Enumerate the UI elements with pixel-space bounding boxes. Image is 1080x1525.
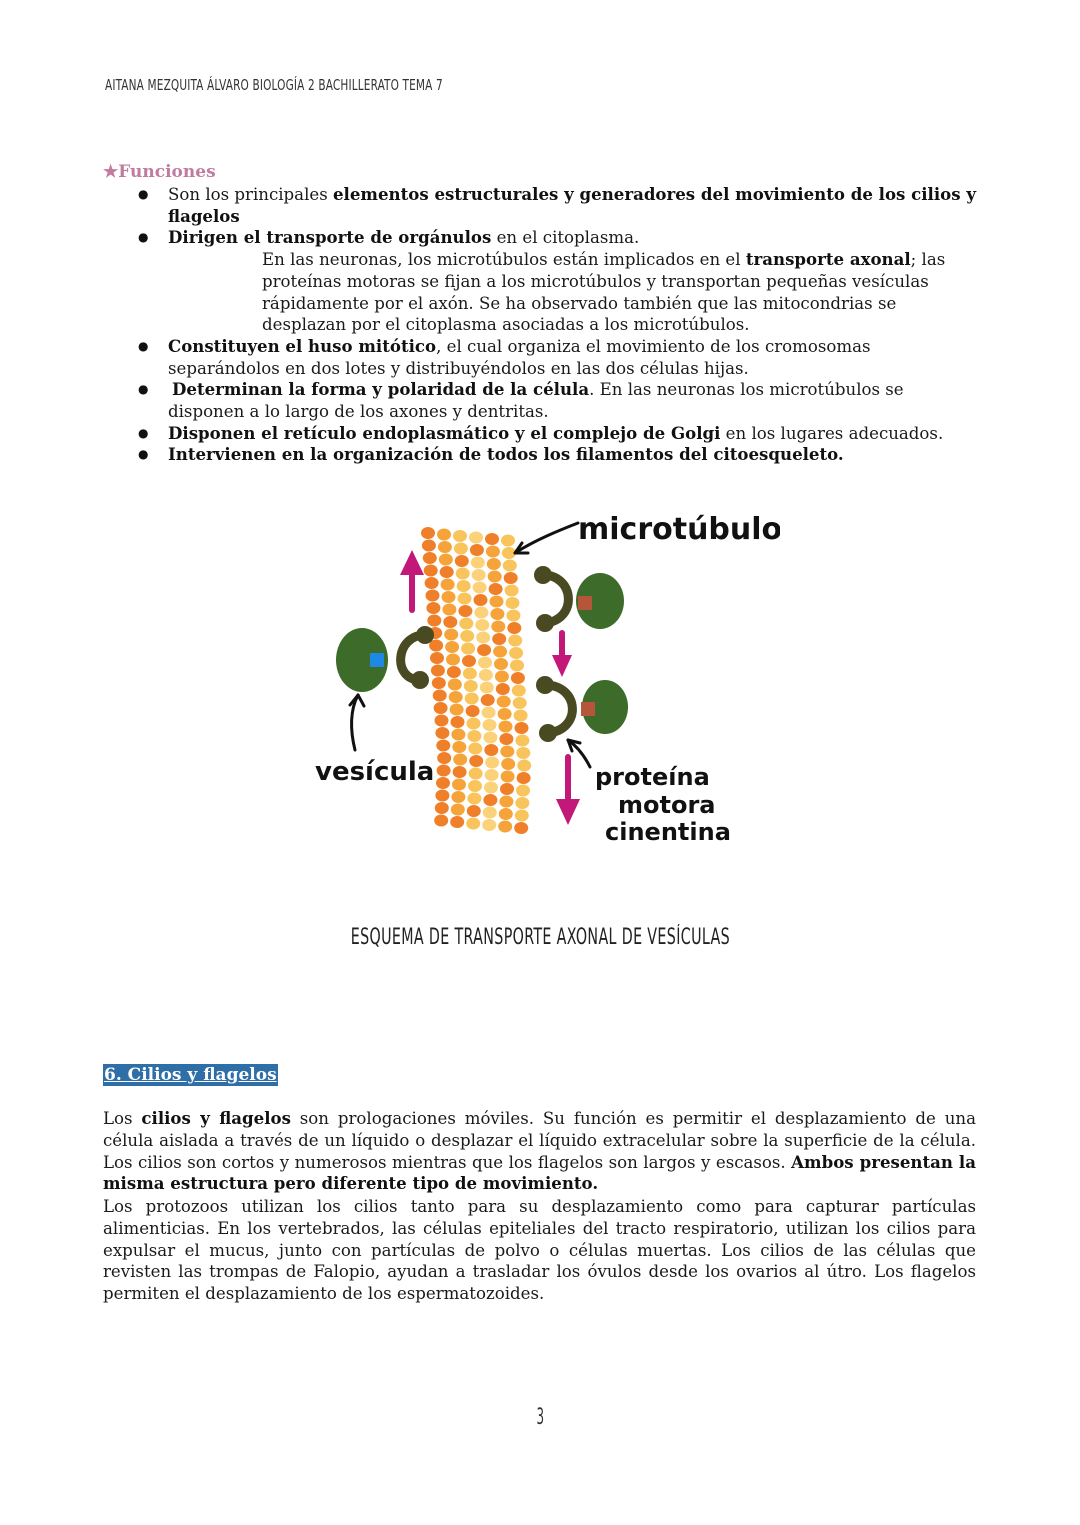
vesicle-left (336, 626, 434, 692)
list-item: ● Intervienen en la organización de todos los filamentos del citoesqueleto. (138, 444, 978, 466)
diagram-svg (300, 495, 780, 865)
label-cinentina: cinentina (605, 818, 731, 846)
microtubule-shape (421, 527, 531, 834)
axonal-transport-figure (300, 495, 780, 865)
list-subparagraph: En las neuronas, los microtúbulos están implicados en el transporte axonal; las proteínas motoras se fijan a los microtúbulos y transportan pequeñas vesículas rápidamente por el axón. Se ha observado también que las mitocondrias se desplazan por el citoplasma asociadas a los microtúbulos. (262, 249, 946, 335)
paragraph-cilios-intro: Los cilios y flagelos son prologaciones móviles. Su función es permitir el desplazamiento de una célula aislada a través de un líquido o desplazar el líquido extracelular sobre la superficie de la célula. Los cilios son cortos y numerosos mientras que los flagelos son largos y escasos. Ambos presentan la misma estructura pero diferente tipo de movimiento. (103, 1108, 976, 1194)
list-item: ● Son los principales elementos estructurales y generadores del movimiento de los cilios y flagelos (138, 184, 978, 227)
list-item: ● Determinan la forma y polaridad de la célula. En las neuronas los microtúbulos se disponen a lo largo de los axones y dentritas. (138, 379, 978, 422)
page-header: AITANA MEZQUITA ÁLVARO BIOLOGÍA 2 BACHILLERATO TEMA 7 (105, 76, 443, 94)
label-microtubulo: microtúbulo (578, 512, 780, 547)
paragraph-cilios-uses: Los protozoos utilizan los cilios tanto para su desplazamiento como para capturar partículas alimenticias. En los vertebrados, las células epiteliales del tracto respiratorio, utilizan los cilios para expulsar el mucus, junto con partículas de polvo o células muertas. Los cilios de las células que revisten las trompas de Falopio, ayudan a trasladar los óvulos desde los ovarios al útro. Los flagelos permiten el desplazamiento de los espermatozoides. (103, 1197, 976, 1304)
list-item: ● Constituyen el huso mitótico, el cual organiza el movimiento de los cromosomas separándolos en dos lotes y distribuyéndolos en las dos células hijas. (138, 336, 978, 379)
star-icon: ★ (103, 162, 119, 182)
vesicle-right-top (534, 566, 624, 632)
figure-caption: ESQUEMA DE TRANSPORTE AXONAL DE VESÍCULAS (350, 925, 730, 950)
page-number: 3 (536, 1405, 544, 1430)
label-proteina: proteína (595, 763, 710, 791)
label-motora: motora (618, 791, 716, 819)
label-vesicula: vesícula (315, 757, 435, 787)
section-title: 6. Cilios y flagelos (104, 1065, 277, 1085)
list-item: ● Dirigen el transporte de orgánulos en el citoplasma. En las neuronas, los microtúbulos están implicados en el transporte axonal; las proteínas motoras se fijan a los microtúbulos y transportan pequeñas vesículas rápidamente por el axón. Se ha observado también que las mitocondrias se desplazan por el citoplasma asociadas a los microtúbulos. (138, 227, 978, 336)
funciones-heading: ★Funciones (103, 162, 216, 182)
list-item: ● Disponen el retículo endoplasmático y el complejo de Golgi en los lugares adecuados. (138, 423, 978, 445)
vesicle-right-bottom (536, 676, 628, 742)
funciones-list (138, 184, 978, 466)
